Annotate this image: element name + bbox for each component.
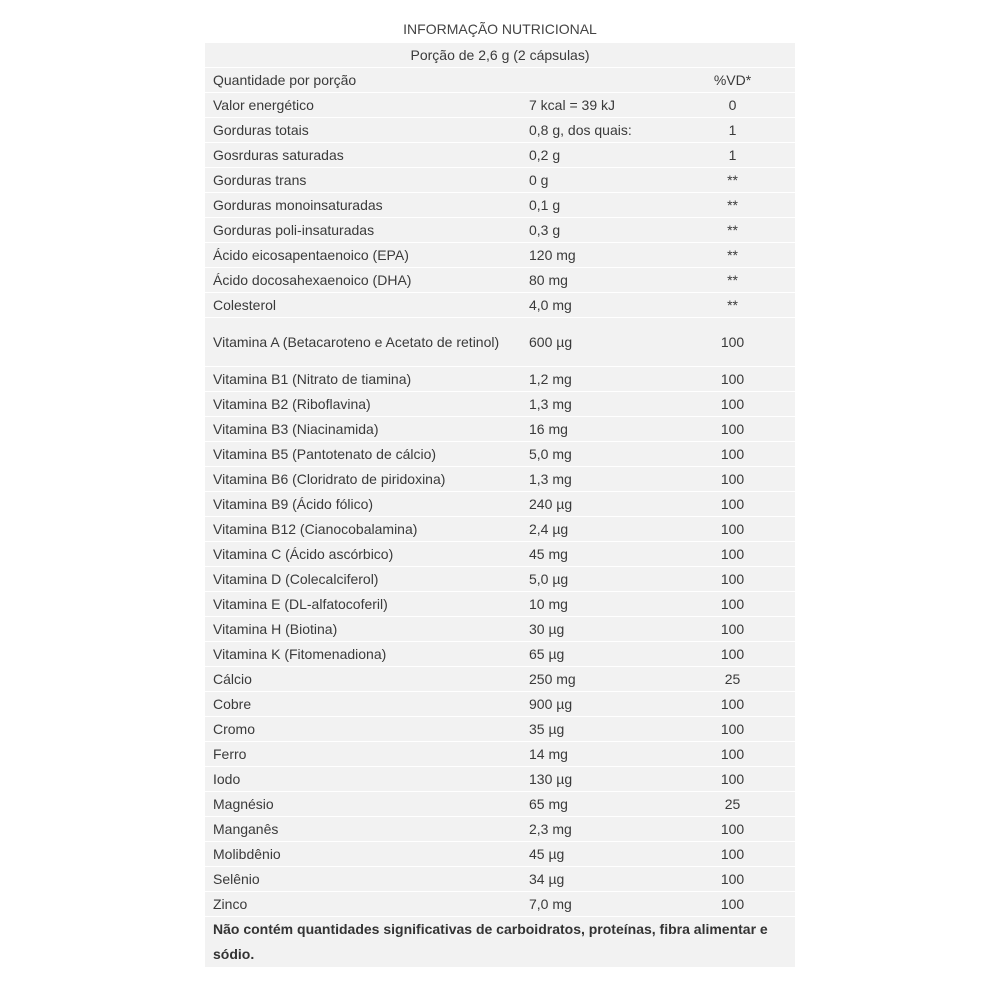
nutrient-amount: 5,0 mg <box>525 442 670 466</box>
nutrient-name: Gosrduras saturadas <box>205 143 525 167</box>
nutrient-vd: 100 <box>670 842 795 866</box>
nutrient-amount: 1,3 mg <box>525 467 670 491</box>
nutrient-amount: 16 mg <box>525 417 670 441</box>
nutrient-row <box>205 692 795 716</box>
nutrient-vd: ** <box>670 168 795 192</box>
nutrient-vd: 100 <box>670 492 795 516</box>
nutrient-vd: ** <box>670 193 795 217</box>
nutrient-name: Selênio <box>205 867 525 891</box>
nutrient-amount: 0,8 g, dos quais: <box>525 118 670 142</box>
nutrient-amount: 10 mg <box>525 592 670 616</box>
nutrient-name: Vitamina B12 (Cianocobalamina) <box>205 517 525 541</box>
nutrient-vd: 100 <box>670 392 795 416</box>
nutrient-row <box>205 717 795 741</box>
nutrient-name: Vitamina D (Colecalciferol) <box>205 567 525 591</box>
nutrient-row <box>205 567 795 591</box>
nutrient-vd: 1 <box>670 143 795 167</box>
nutrient-name: Ferro <box>205 742 525 766</box>
nutrient-row <box>205 817 795 841</box>
nutrient-row <box>205 318 795 366</box>
nutrient-name: Vitamina B3 (Niacinamida) <box>205 417 525 441</box>
nutrient-vd: 100 <box>670 892 795 916</box>
nutrient-name: Valor energético <box>205 93 525 117</box>
nutrient-name: Magnésio <box>205 792 525 816</box>
nutrient-vd: 100 <box>670 517 795 541</box>
nutrient-vd: 100 <box>670 592 795 616</box>
nutrient-row <box>205 367 795 391</box>
header-amount <box>525 68 670 92</box>
nutrient-amount: 250 mg <box>525 667 670 691</box>
nutrient-name: Gorduras monoinsaturadas <box>205 193 525 217</box>
nutrient-row <box>205 742 795 766</box>
nutrition-table <box>205 42 795 968</box>
nutrient-row <box>205 642 795 666</box>
nutrient-vd: 1 <box>670 118 795 142</box>
nutrient-row <box>205 667 795 691</box>
nutrient-name: Vitamina B2 (Riboflavina) <box>205 392 525 416</box>
nutrient-amount: 2,4 µg <box>525 517 670 541</box>
nutrient-vd: 100 <box>670 742 795 766</box>
nutrient-amount: 45 µg <box>525 842 670 866</box>
nutrient-amount: 80 mg <box>525 268 670 292</box>
nutrient-vd: 25 <box>670 792 795 816</box>
nutrient-name: Vitamina K (Fitomenadiona) <box>205 642 525 666</box>
nutrient-row <box>205 442 795 466</box>
nutrient-vd: 100 <box>670 417 795 441</box>
nutrient-amount: 4,0 mg <box>525 293 670 317</box>
nutrient-vd: 100 <box>670 467 795 491</box>
nutrient-name: Gorduras trans <box>205 168 525 192</box>
header-vd: %VD* <box>670 68 795 92</box>
nutrient-amount: 600 µg <box>525 318 670 366</box>
nutrient-row <box>205 218 795 242</box>
nutrient-amount: 30 µg <box>525 617 670 641</box>
nutrient-row <box>205 467 795 491</box>
nutrient-vd: 100 <box>670 867 795 891</box>
nutrient-vd: 100 <box>670 642 795 666</box>
nutrient-row <box>205 842 795 866</box>
nutrient-amount: 900 µg <box>525 692 670 716</box>
nutrient-name: Vitamina E (DL-alfatocoferil) <box>205 592 525 616</box>
nutrient-amount: 2,3 mg <box>525 817 670 841</box>
nutrient-row <box>205 118 795 142</box>
nutrient-name: Gorduras poli-insaturadas <box>205 218 525 242</box>
nutrient-row <box>205 193 795 217</box>
nutrient-row <box>205 93 795 117</box>
nutrient-amount: 0,1 g <box>525 193 670 217</box>
nutrient-name: Vitamina H (Biotina) <box>205 617 525 641</box>
nutrient-vd: 100 <box>670 567 795 591</box>
nutrient-name: Vitamina A (Betacaroteno e Acetato de retinol) <box>205 318 525 366</box>
nutrient-amount: 240 µg <box>525 492 670 516</box>
nutrient-row <box>205 517 795 541</box>
nutrient-vd: 25 <box>670 667 795 691</box>
nutrient-name: Cromo <box>205 717 525 741</box>
nutrient-name: Ácido docosahexaenoico (DHA) <box>205 268 525 292</box>
nutrient-row <box>205 542 795 566</box>
nutrient-name: Iodo <box>205 767 525 791</box>
nutrient-amount: 65 mg <box>525 792 670 816</box>
nutrient-row <box>205 867 795 891</box>
nutrient-vd: 100 <box>670 617 795 641</box>
nutrient-row <box>205 168 795 192</box>
nutrient-name: Manganês <box>205 817 525 841</box>
nutrient-vd: ** <box>670 268 795 292</box>
nutrient-amount: 0,2 g <box>525 143 670 167</box>
nutrient-row <box>205 243 795 267</box>
nutrient-vd: 100 <box>670 767 795 791</box>
nutrient-row <box>205 792 795 816</box>
portion-row <box>205 43 795 67</box>
footnote-row <box>205 917 795 967</box>
nutrient-name: Vitamina B9 (Ácido fólico) <box>205 492 525 516</box>
nutrient-amount: 65 µg <box>525 642 670 666</box>
nutrient-row <box>205 617 795 641</box>
nutrient-amount: 5,0 µg <box>525 567 670 591</box>
nutrient-name: Vitamina B1 (Nitrato de tiamina) <box>205 367 525 391</box>
nutrient-vd: ** <box>670 293 795 317</box>
nutrient-row <box>205 492 795 516</box>
nutrient-row <box>205 392 795 416</box>
nutrient-name: Vitamina C (Ácido ascórbico) <box>205 542 525 566</box>
nutrient-amount: 1,2 mg <box>525 367 670 391</box>
nutrient-name: Gorduras totais <box>205 118 525 142</box>
nutrient-amount: 14 mg <box>525 742 670 766</box>
table-title: INFORMAÇÃO NUTRICIONAL <box>403 21 597 37</box>
nutrient-name: Zinco <box>205 892 525 916</box>
nutrient-row <box>205 293 795 317</box>
nutrient-vd: 100 <box>670 442 795 466</box>
nutrient-name: Vitamina B5 (Pantotenato de cálcio) <box>205 442 525 466</box>
nutrient-amount: 35 µg <box>525 717 670 741</box>
nutrient-vd: 100 <box>670 542 795 566</box>
nutrient-name: Molibdênio <box>205 842 525 866</box>
nutrient-row <box>205 143 795 167</box>
nutrition-table-body <box>205 43 795 967</box>
portion-label: Porção de 2,6 g (2 cápsulas) <box>205 43 795 67</box>
header-quantity-label: Quantidade por porção <box>205 68 525 92</box>
header-row <box>205 68 795 92</box>
nutrient-amount: 0 g <box>525 168 670 192</box>
nutrient-row <box>205 417 795 441</box>
nutrient-vd: 100 <box>670 717 795 741</box>
nutrient-name: Cobre <box>205 692 525 716</box>
nutrition-facts-panel <box>205 16 795 968</box>
nutrient-amount: 0,3 g <box>525 218 670 242</box>
nutrient-name: Vitamina B6 (Cloridrato de piridoxina) <box>205 467 525 491</box>
nutrient-vd: ** <box>670 243 795 267</box>
nutrient-row <box>205 268 795 292</box>
nutrient-amount: 1,3 mg <box>525 392 670 416</box>
nutrient-row <box>205 892 795 916</box>
nutrient-name: Cálcio <box>205 667 525 691</box>
nutrient-vd: 0 <box>670 93 795 117</box>
nutrient-amount: 130 µg <box>525 767 670 791</box>
nutrient-vd: 100 <box>670 817 795 841</box>
nutrient-amount: 34 µg <box>525 867 670 891</box>
nutrient-amount: 45 mg <box>525 542 670 566</box>
nutrient-vd: 100 <box>670 367 795 391</box>
footnote-text: Não contém quantidades significativas de carboidratos, proteínas, fibra alimentar e sódio. <box>205 917 795 967</box>
nutrient-vd: 100 <box>670 692 795 716</box>
nutrient-vd: 100 <box>670 318 795 366</box>
nutrient-vd: ** <box>670 218 795 242</box>
nutrient-amount: 120 mg <box>525 243 670 267</box>
nutrient-name: Colesterol <box>205 293 525 317</box>
nutrient-amount: 7 kcal = 39 kJ <box>525 93 670 117</box>
nutrient-row <box>205 592 795 616</box>
nutrient-amount: 7,0 mg <box>525 892 670 916</box>
nutrient-row <box>205 767 795 791</box>
nutrient-name: Ácido eicosapentaenoico (EPA) <box>205 243 525 267</box>
